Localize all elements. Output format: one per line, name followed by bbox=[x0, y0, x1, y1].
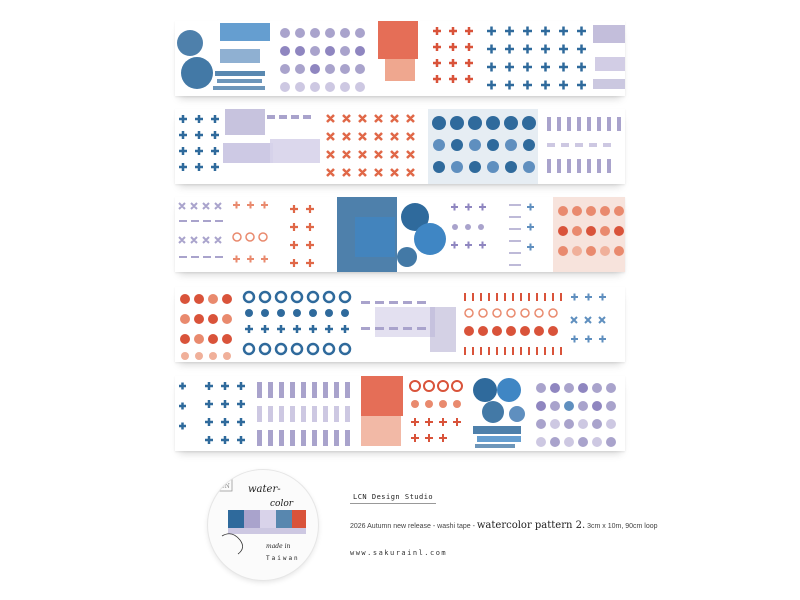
tile-lavender-dashes bbox=[257, 382, 350, 446]
roll-label-line3: made in bbox=[266, 543, 291, 550]
tile-salmon-dots bbox=[553, 197, 625, 272]
tile-lavender-dashes bbox=[547, 117, 621, 173]
product-specs: 3cm x 10m, 90cm loop bbox=[587, 523, 658, 530]
tile-lavender-wash bbox=[223, 109, 320, 163]
product-description bbox=[350, 520, 658, 531]
release-prefix: 2026 Autumn new release - washi tape - bbox=[350, 523, 475, 530]
tile-red-wash-crosses bbox=[378, 21, 473, 83]
roll-label-line1: water- bbox=[248, 484, 281, 495]
tile-lavender-dots bbox=[280, 28, 365, 92]
strip-1-pattern bbox=[175, 21, 625, 96]
tile-lavender-dots bbox=[536, 383, 616, 447]
roll-tape-pattern bbox=[228, 510, 306, 534]
washi-tape-strip-5 bbox=[175, 376, 625, 451]
product-info bbox=[350, 486, 658, 557]
tile-red-x-marks bbox=[327, 115, 414, 176]
strip-3-pattern bbox=[175, 197, 625, 272]
tile-blue-rings bbox=[244, 292, 350, 354]
tile-blue-crosses bbox=[179, 382, 245, 444]
strip-4-pattern bbox=[175, 287, 625, 362]
tape-roll-artwork bbox=[208, 470, 318, 580]
washi-tape-strip-3 bbox=[175, 197, 625, 272]
tile-lavender-brush bbox=[593, 25, 625, 89]
tile-blue-crosses bbox=[487, 27, 586, 90]
brand-name: LCN Design Studio bbox=[350, 491, 436, 504]
tile-lavender-x-marks bbox=[179, 203, 223, 257]
tile-blue-dots bbox=[428, 109, 538, 184]
washi-tape-strip-4 bbox=[175, 287, 625, 362]
roll-label-line4: Taiwan bbox=[266, 555, 300, 562]
strip-2-pattern bbox=[175, 109, 625, 184]
tile-lavender-dashes bbox=[361, 301, 456, 352]
roll-logo-text: LCN bbox=[216, 483, 230, 490]
tile-salmon-crosses bbox=[233, 202, 314, 268]
tile-red-wash-rings bbox=[361, 376, 462, 446]
tile-blue-dots-brush bbox=[473, 378, 525, 448]
roll-label-line2: color bbox=[270, 499, 294, 509]
tile-lavender-crosses bbox=[451, 204, 534, 266]
product-title: watercolor pattern 2. bbox=[476, 520, 586, 531]
tile-red-dots bbox=[180, 294, 232, 360]
tile-red-dots-ticks bbox=[464, 293, 561, 355]
roll-scribble bbox=[222, 534, 243, 554]
washi-tape-strip-2 bbox=[175, 109, 625, 184]
washi-tape-strip-1 bbox=[175, 21, 625, 96]
tape-roll bbox=[208, 470, 318, 580]
website-url: www.sakurainl.com bbox=[350, 549, 448, 557]
strip-5-pattern bbox=[175, 376, 625, 451]
tile-blue-wash-circles bbox=[337, 197, 446, 272]
tile-blue-crosses bbox=[571, 294, 606, 343]
tile-blue-crosses bbox=[179, 115, 219, 171]
tile-blue-blobs bbox=[177, 23, 270, 90]
